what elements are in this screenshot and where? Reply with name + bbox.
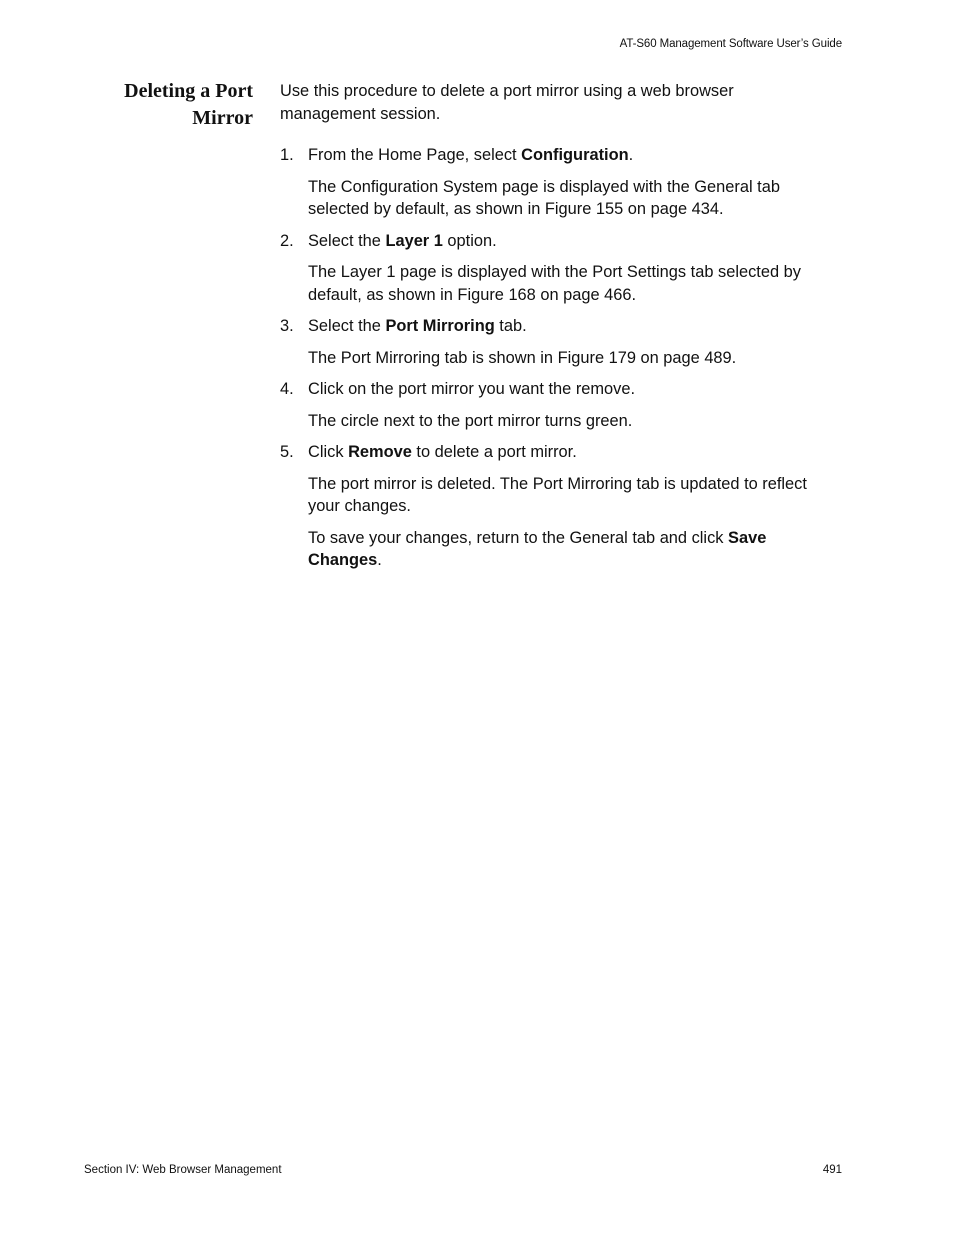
step-text-part: to delete a port mirror. xyxy=(411,443,577,461)
procedure-step xyxy=(280,230,825,253)
procedure-step xyxy=(280,378,825,401)
section-heading-line-2: Mirror xyxy=(192,107,253,129)
procedure-step xyxy=(280,441,825,464)
step-number: 1. xyxy=(280,146,294,164)
step-ui-term: Port Mirroring xyxy=(385,317,495,335)
step-instruction xyxy=(308,380,635,398)
step-number: 4. xyxy=(280,380,294,398)
step-text-part: From the Home Page, select xyxy=(308,146,522,164)
procedure-step xyxy=(280,315,825,338)
footer-page-number: 491 xyxy=(822,1164,842,1176)
step-text-part: Select the xyxy=(308,317,386,335)
step-ui-term: Layer 1 xyxy=(385,231,443,250)
step-instruction xyxy=(308,232,497,250)
step-result xyxy=(280,261,825,306)
step-result xyxy=(280,527,825,572)
result-text: The port mirror is deleted. The Port Mirroring tab is updated to reflect your changes. xyxy=(308,474,807,515)
result-text: The circle next to the port mirror turns green. xyxy=(308,411,633,430)
step-result xyxy=(280,473,825,518)
section-heading-line-1: Deleting a Port xyxy=(124,80,253,102)
running-header: AT-S60 Management Software User’s Guide xyxy=(619,38,842,50)
step-text-part: Click xyxy=(308,443,349,461)
step-number: 5. xyxy=(280,443,294,461)
body-column xyxy=(280,80,825,581)
step-number: 3. xyxy=(280,317,294,335)
result-text: The Configuration System page is displayed with the General tab selected by default, as shown in Figure 155 on page 434. xyxy=(308,177,780,218)
step-instruction xyxy=(308,146,633,164)
step-text-part: Click on the port mirror you want the remove. xyxy=(308,380,636,398)
step-instruction xyxy=(308,443,577,461)
result-ui-term: Save Changes xyxy=(308,528,767,569)
step-text-part: Select the xyxy=(308,231,386,250)
step-result xyxy=(280,176,825,221)
step-text-part: tab. xyxy=(494,317,527,335)
result-text: To save your changes, return to the General tab and click xyxy=(308,528,729,547)
step-number: 2. xyxy=(280,231,294,250)
footer-section-label: Section IV: Web Browser Management xyxy=(84,1164,282,1176)
result-text: The Layer 1 page is displayed with the Port Settings tab selected by default, as shown in Figure 168 on page 466. xyxy=(308,263,801,304)
procedure-step xyxy=(280,144,825,167)
result-text: The Port Mirroring tab is shown in Figure 179 on page 489. xyxy=(308,348,737,367)
step-ui-term: Configuration xyxy=(521,146,629,164)
step-ui-term: Remove xyxy=(348,443,412,461)
step-result xyxy=(280,410,825,433)
result-text: . xyxy=(377,551,382,569)
step-instruction xyxy=(308,317,527,335)
section-heading xyxy=(60,78,253,132)
step-text-part: option. xyxy=(442,231,497,250)
step-text-part: . xyxy=(628,146,634,164)
intro-paragraph: Use this procedure to delete a port mirror using a web browser management session. xyxy=(280,82,734,123)
step-result xyxy=(280,347,825,370)
